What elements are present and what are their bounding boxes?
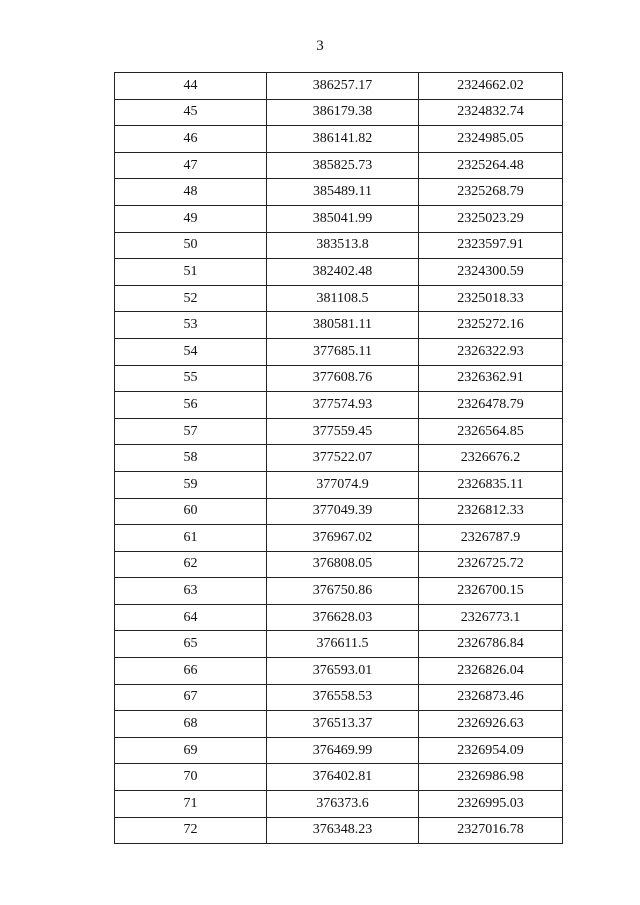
table-row	[115, 764, 563, 791]
y-coordinate-cell: 2325268.79	[419, 179, 563, 206]
point-number-cell: 47	[115, 152, 267, 179]
x-coordinate-cell: 386257.17	[267, 73, 419, 100]
x-coordinate-cell: 377049.39	[267, 498, 419, 525]
table-row	[115, 392, 563, 419]
table-row	[115, 525, 563, 552]
y-coordinate-cell: 2325018.33	[419, 285, 563, 312]
y-coordinate-cell: 2326835.11	[419, 471, 563, 498]
table-row	[115, 418, 563, 445]
y-coordinate-cell: 2326995.03	[419, 791, 563, 818]
point-number-cell: 44	[115, 73, 267, 100]
x-coordinate-cell: 381108.5	[267, 285, 419, 312]
point-number-cell: 54	[115, 338, 267, 365]
y-coordinate-cell: 2326986.98	[419, 764, 563, 791]
table-row	[115, 631, 563, 658]
point-number-cell: 59	[115, 471, 267, 498]
x-coordinate-cell: 377074.9	[267, 471, 419, 498]
y-coordinate-cell: 2325272.16	[419, 312, 563, 339]
y-coordinate-cell: 2326773.1	[419, 604, 563, 631]
y-coordinate-cell: 2323597.91	[419, 232, 563, 259]
y-coordinate-cell: 2326954.09	[419, 737, 563, 764]
x-coordinate-cell: 376808.05	[267, 551, 419, 578]
point-number-cell: 71	[115, 791, 267, 818]
y-coordinate-cell: 2326873.46	[419, 684, 563, 711]
x-coordinate-cell: 376750.86	[267, 578, 419, 605]
table-row	[115, 551, 563, 578]
x-coordinate-cell: 376611.5	[267, 631, 419, 658]
x-coordinate-cell: 376373.6	[267, 791, 419, 818]
y-coordinate-cell: 2327016.78	[419, 817, 563, 844]
y-coordinate-cell: 2326725.72	[419, 551, 563, 578]
x-coordinate-cell: 376593.01	[267, 658, 419, 685]
table-row	[115, 205, 563, 232]
y-coordinate-cell: 2324832.74	[419, 99, 563, 126]
point-number-cell: 60	[115, 498, 267, 525]
point-number-cell: 65	[115, 631, 267, 658]
y-coordinate-cell: 2326812.33	[419, 498, 563, 525]
table-row	[115, 312, 563, 339]
x-coordinate-cell: 386141.82	[267, 126, 419, 153]
point-number-cell: 45	[115, 99, 267, 126]
table-row	[115, 152, 563, 179]
x-coordinate-cell: 376967.02	[267, 525, 419, 552]
point-number-cell: 51	[115, 259, 267, 286]
table-row	[115, 737, 563, 764]
table-row	[115, 126, 563, 153]
x-coordinate-cell: 377608.76	[267, 365, 419, 392]
point-number-cell: 68	[115, 711, 267, 738]
table-row	[115, 578, 563, 605]
x-coordinate-cell: 376469.99	[267, 737, 419, 764]
x-coordinate-cell: 383513.8	[267, 232, 419, 259]
x-coordinate-cell: 385041.99	[267, 205, 419, 232]
table-row	[115, 259, 563, 286]
x-coordinate-cell: 377574.93	[267, 392, 419, 419]
point-number-cell: 70	[115, 764, 267, 791]
table-row	[115, 73, 563, 100]
point-number-cell: 49	[115, 205, 267, 232]
point-number-cell: 58	[115, 445, 267, 472]
point-number-cell: 61	[115, 525, 267, 552]
x-coordinate-cell: 376513.37	[267, 711, 419, 738]
table-row	[115, 99, 563, 126]
y-coordinate-cell: 2324662.02	[419, 73, 563, 100]
table-row	[115, 445, 563, 472]
table-row	[115, 817, 563, 844]
point-number-cell: 67	[115, 684, 267, 711]
x-coordinate-cell: 386179.38	[267, 99, 419, 126]
y-coordinate-cell: 2326478.79	[419, 392, 563, 419]
x-coordinate-cell: 377685.11	[267, 338, 419, 365]
point-number-cell: 72	[115, 817, 267, 844]
x-coordinate-cell: 385825.73	[267, 152, 419, 179]
y-coordinate-cell: 2325023.29	[419, 205, 563, 232]
x-coordinate-cell: 376558.53	[267, 684, 419, 711]
table-row	[115, 232, 563, 259]
y-coordinate-cell: 2326322.93	[419, 338, 563, 365]
y-coordinate-cell: 2326676.2	[419, 445, 563, 472]
point-number-cell: 52	[115, 285, 267, 312]
table-row	[115, 658, 563, 685]
table-row	[115, 684, 563, 711]
page-number: 3	[316, 38, 324, 54]
point-number-cell: 69	[115, 737, 267, 764]
table-row	[115, 604, 563, 631]
x-coordinate-cell: 376348.23	[267, 817, 419, 844]
x-coordinate-cell: 377522.07	[267, 445, 419, 472]
coordinate-table-body	[115, 73, 563, 844]
table-row	[115, 179, 563, 206]
point-number-cell: 66	[115, 658, 267, 685]
point-number-cell: 53	[115, 312, 267, 339]
x-coordinate-cell: 382402.48	[267, 259, 419, 286]
table-row	[115, 365, 563, 392]
coordinate-table	[114, 72, 563, 844]
table-row	[115, 711, 563, 738]
point-number-cell: 62	[115, 551, 267, 578]
point-number-cell: 50	[115, 232, 267, 259]
x-coordinate-cell: 376402.81	[267, 764, 419, 791]
y-coordinate-cell: 2326362.91	[419, 365, 563, 392]
table-row	[115, 498, 563, 525]
table-row	[115, 791, 563, 818]
y-coordinate-cell: 2326786.84	[419, 631, 563, 658]
x-coordinate-cell: 376628.03	[267, 604, 419, 631]
y-coordinate-cell: 2325264.48	[419, 152, 563, 179]
point-number-cell: 57	[115, 418, 267, 445]
y-coordinate-cell: 2326787.9	[419, 525, 563, 552]
y-coordinate-cell: 2326564.85	[419, 418, 563, 445]
point-number-cell: 64	[115, 604, 267, 631]
x-coordinate-cell: 377559.45	[267, 418, 419, 445]
table-row	[115, 338, 563, 365]
point-number-cell: 48	[115, 179, 267, 206]
point-number-cell: 55	[115, 365, 267, 392]
x-coordinate-cell: 380581.11	[267, 312, 419, 339]
y-coordinate-cell: 2324300.59	[419, 259, 563, 286]
y-coordinate-cell: 2326826.04	[419, 658, 563, 685]
y-coordinate-cell: 2326700.15	[419, 578, 563, 605]
x-coordinate-cell: 385489.11	[267, 179, 419, 206]
point-number-cell: 46	[115, 126, 267, 153]
y-coordinate-cell: 2326926.63	[419, 711, 563, 738]
y-coordinate-cell: 2324985.05	[419, 126, 563, 153]
point-number-cell: 56	[115, 392, 267, 419]
point-number-cell: 63	[115, 578, 267, 605]
table-row	[115, 471, 563, 498]
table-row	[115, 285, 563, 312]
